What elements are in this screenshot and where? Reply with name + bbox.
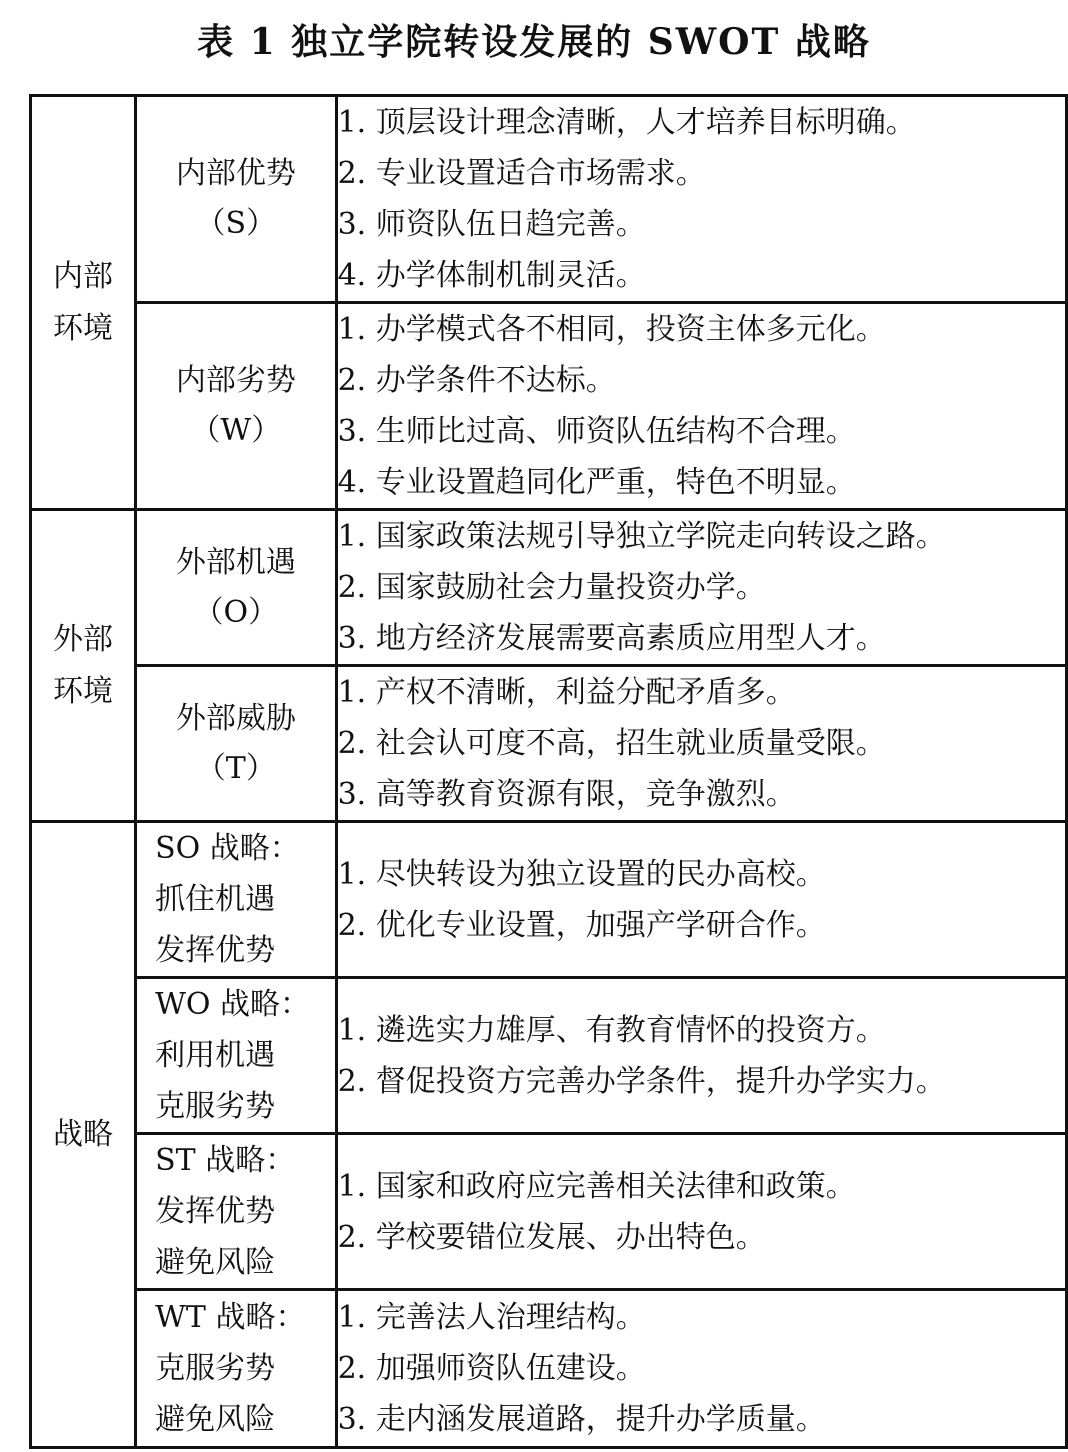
group-label-line: 内部 [53,258,114,294]
group-label-line: 战略 [53,1116,114,1152]
strategy-wo [136,978,336,1134]
swot-table [29,94,1068,1449]
strategy-wt [136,1290,336,1448]
category-line: 内部优势 [175,156,296,191]
list-item: 1. 国家和政府应完善相关法律和政策。 [337,1168,856,1204]
strategy-wt-list [336,1290,1066,1448]
table-row [31,96,1067,303]
category-line: ST 战略： [155,1143,296,1178]
list-item: 1. 完善法人治理结构。 [337,1300,646,1335]
category-line: 发挥优势 [155,1194,276,1229]
list-item: 2. 督促投资方完善办学条件，提升办学实力。 [337,1063,946,1099]
list-item: 3. 高等教育资源有限，竞争激烈。 [337,777,796,812]
category-strengths [136,96,336,303]
category-line: 发挥优势 [155,933,276,968]
table-row [31,510,1067,666]
category-line: （W） [190,413,282,448]
group-label-line: 环境 [53,310,114,346]
table-row [31,978,1067,1134]
list-item: 2. 专业设置适合市场需求。 [337,156,706,191]
list-item: 1. 顶层设计理念清晰，人才培养目标明确。 [337,105,916,140]
category-line: 克服劣势 [155,1089,276,1124]
table-row [31,822,1067,978]
category-line: 外部威胁 [175,700,296,736]
group-label-line: 外部 [53,621,114,657]
list-item: 2. 加强师资队伍建设。 [337,1351,646,1386]
group-label-line: 环境 [53,673,114,709]
strengths-list [336,96,1066,303]
list-item: 1. 国家政策法规引导独立学院走向转设之路。 [337,519,946,554]
table-row [31,666,1067,822]
list-item: 4. 专业设置趋同化严重，特色不明显。 [337,465,856,500]
list-item: 3. 走内涵发展道路，提升办学质量。 [337,1402,826,1437]
category-line: WT 战略： [155,1300,306,1335]
list-item: 1. 产权不清晰，利益分配矛盾多。 [337,675,796,710]
category-line: 抓住机遇 [155,882,276,917]
list-item: 3. 生师比过高、师资队伍结构不合理。 [337,414,856,449]
strategy-so [136,822,336,978]
strategy-wo-list [336,978,1066,1134]
category-line: 外部机遇 [175,544,296,580]
strategy-st [136,1134,336,1290]
category-line: 克服劣势 [155,1351,276,1386]
group-label-strategy [31,822,136,1448]
table-row [31,1290,1067,1448]
list-item: 1. 尽快转设为独立设置的民办高校。 [337,856,826,892]
category-line: WO 战略： [155,987,311,1022]
list-item: 3. 师资队伍日趋完善。 [337,207,646,242]
strategy-st-list [336,1134,1066,1290]
category-line: （S） [195,206,277,241]
list-item: 4. 办学体制机制灵活。 [337,258,646,293]
list-item: 2. 社会认可度不高，招生就业质量受限。 [337,726,886,761]
strategy-so-list [336,822,1066,978]
category-line: 避免风险 [155,1402,276,1437]
category-line: （O） [193,594,279,630]
group-label-external [31,510,136,822]
category-line: 避免风险 [155,1245,276,1280]
group-label-internal [31,96,136,510]
category-opportunities [136,510,336,666]
list-item: 2. 学校要错位发展、办出特色。 [337,1219,766,1255]
table-row [31,1134,1067,1290]
list-item: 2. 优化专业设置，加强产学研合作。 [337,907,826,943]
category-line: SO 战略： [155,831,300,866]
category-line: （T） [195,750,276,786]
weaknesses-list [336,303,1066,510]
category-line: 内部劣势 [175,363,296,398]
threats-list [336,666,1066,822]
table-row [31,303,1067,510]
list-item: 1. 办学模式各不相同，投资主体多元化。 [337,312,886,347]
category-threats [136,666,336,822]
opportunities-list [336,510,1066,666]
list-item: 1. 遴选实力雄厚、有教育情怀的投资方。 [337,1012,886,1048]
list-item: 2. 国家鼓励社会力量投资办学。 [337,570,766,605]
category-weaknesses [136,303,336,510]
list-item: 2. 办学条件不达标。 [337,363,616,398]
category-line: 利用机遇 [155,1038,276,1073]
table-title: 表 1 独立学院转设发展的 SWOT 战略 [197,21,871,63]
list-item: 3. 地方经济发展需要高素质应用型人才。 [337,621,886,656]
